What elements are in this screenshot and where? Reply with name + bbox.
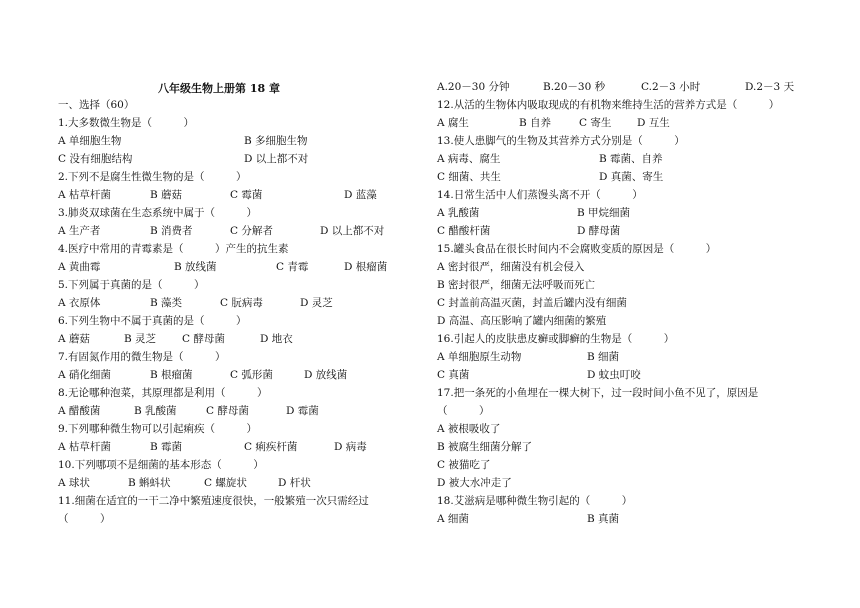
option: A 球状 (58, 477, 90, 489)
option: A 枯草杆菌 (58, 189, 111, 201)
option: B 放线菌 (174, 261, 217, 273)
option: C 酵母菌 (206, 405, 249, 417)
option: C 真菌 (437, 369, 470, 381)
option: A 单细胞原生动物 (437, 351, 522, 363)
option: C 细菌、共生 (437, 171, 501, 183)
option: A 单细胞生物 (58, 135, 122, 147)
option: C 寄生 (579, 117, 612, 129)
option: B 乳酸菌 (134, 405, 177, 417)
option: C 朊病毒 (220, 297, 263, 309)
option: B 蘑菇 (150, 189, 183, 201)
option: A 病毒、腐生 (437, 153, 501, 165)
option: A 硝化细菌 (58, 369, 111, 381)
option: D 霉菌 (286, 405, 319, 417)
option: D 以上都不对 (320, 225, 385, 237)
option: C 封盖前高温灭菌，封盖后罐内没有细菌 (437, 297, 627, 309)
option: D.2－3 天 (745, 81, 795, 93)
question-4: 4.医疗中常用的青霉素是（ ）产生的抗生素 (58, 243, 289, 255)
question-18: 18.艾滋病是哪种微生物引起的（ ） (437, 495, 633, 507)
option: D 高温、高压影响了罐内细菌的繁殖 (437, 315, 607, 327)
option: D 放线菌 (304, 369, 348, 381)
option: D 酵母菌 (577, 225, 621, 237)
question-13: 13.使人患脚气的生物及其营养方式分别是（ ） (437, 135, 685, 147)
page-title: 八年级生物上册第 18 章 (158, 82, 280, 95)
option: D 真菌、寄生 (599, 171, 664, 183)
question-6: 6.下列生物中不属于真菌的是（ ） (58, 315, 247, 327)
option: A 衣原体 (58, 297, 101, 309)
option: C 分解者 (230, 225, 273, 237)
option: B 消费者 (150, 225, 193, 237)
option: A 枯草杆菌 (58, 441, 111, 453)
option: D 地衣 (260, 333, 293, 345)
option: A 细菌 (437, 513, 469, 525)
question-10: 10.下列哪项不是细菌的基本形态（ ） (58, 459, 264, 471)
option: A 黄曲霉 (58, 261, 101, 273)
question-14: 14.日常生活中人们蒸馒头离不开（ ） (437, 189, 643, 201)
option: D 灵芝 (300, 297, 333, 309)
question-12: 12.从活的生物体内吸取现成的有机物来维持生活的营养方式是（ ） (437, 99, 780, 111)
option: B 甲烷细菌 (577, 207, 631, 219)
option: A 醋酸菌 (58, 405, 101, 417)
option: A 乳酸菌 (437, 207, 480, 219)
option: B 多细胞生物 (244, 135, 308, 147)
option: A 蘑菇 (58, 333, 90, 345)
question-1: 1.大多数微生物是（ ） (58, 117, 195, 129)
option: D 根瘤菌 (344, 261, 388, 273)
option: B 密封很严，细菌无法呼吸而死亡 (437, 279, 596, 291)
option: B 细菌 (587, 351, 620, 363)
section-heading: 一、选择（60） (58, 99, 135, 111)
option: B 灵芝 (124, 333, 157, 345)
option: D 蓝藻 (344, 189, 377, 201)
option: C 弧形菌 (230, 369, 273, 381)
option: C 青霉 (276, 261, 309, 273)
option: B.20－30 秒 (543, 81, 606, 93)
option: D 被大水冲走了 (437, 477, 512, 489)
question-17: 17.把一条死的小鱼埋在一棵大树下，过一段时间小鱼不见了，原因是 (437, 387, 759, 399)
option: A.20－30 分钟 (437, 81, 510, 93)
question-7: 7.有固氮作用的微生物是（ ） (58, 351, 226, 363)
option: C 痢疾杆菌 (244, 441, 298, 453)
option: C 酵母菌 (182, 333, 225, 345)
option: C 被猫吃了 (437, 459, 491, 471)
option: B 蝌蚪状 (128, 477, 171, 489)
question-2: 2.下列不是腐生性微生物的是（ ） (58, 171, 247, 183)
option: D 互生 (637, 117, 670, 129)
option: A 被根吸收了 (437, 423, 501, 435)
option: C.2－3 小时 (641, 81, 701, 93)
option: B 根瘤菌 (150, 369, 193, 381)
question-3: 3.肺炎双球菌在生态系统中属于（ ） (58, 207, 258, 219)
option: B 真菌 (587, 513, 620, 525)
option: C 没有细胞结构 (58, 153, 133, 165)
question-11: 11.细菌在适宜的一干二净中繁殖速度很快，一般繁殖一次只需经过 (58, 495, 369, 507)
option: A 生产者 (58, 225, 101, 237)
option: B 霉菌、自养 (599, 153, 663, 165)
option: D 以上都不对 (244, 153, 309, 165)
question-9: 9.下列哪种微生物可以引起痢疾（ ） (58, 423, 258, 435)
option: A 腐生 (437, 117, 469, 129)
option: C 螺旋状 (204, 477, 247, 489)
option: A 密封很严，细菌没有机会侵入 (437, 261, 585, 273)
option: C 霉菌 (230, 189, 263, 201)
option: D 杆状 (278, 477, 311, 489)
option: B 自养 (519, 117, 552, 129)
option: B 藻类 (150, 297, 183, 309)
question-17-continued: （ ） (437, 405, 490, 417)
question-15: 15.罐头食品在很长时间内不会腐败变质的原因是（ ） (437, 243, 717, 255)
question-5: 5.下列属于真菌的是（ ） (58, 279, 205, 291)
question-16: 16.引起人的皮肤患皮癣或脚癣的生物是（ ） (437, 333, 675, 345)
option: B 霉菌 (150, 441, 183, 453)
question-11-continued: （ ） (58, 513, 111, 525)
option: C 醋酸杆菌 (437, 225, 491, 237)
option: D 蚊虫叮咬 (587, 369, 641, 381)
option: B 被腐生细菌分解了 (437, 441, 533, 453)
option: D 病毒 (334, 441, 367, 453)
question-8: 8.无论哪种泡菜，其原理都是利用（ ） (58, 387, 268, 399)
